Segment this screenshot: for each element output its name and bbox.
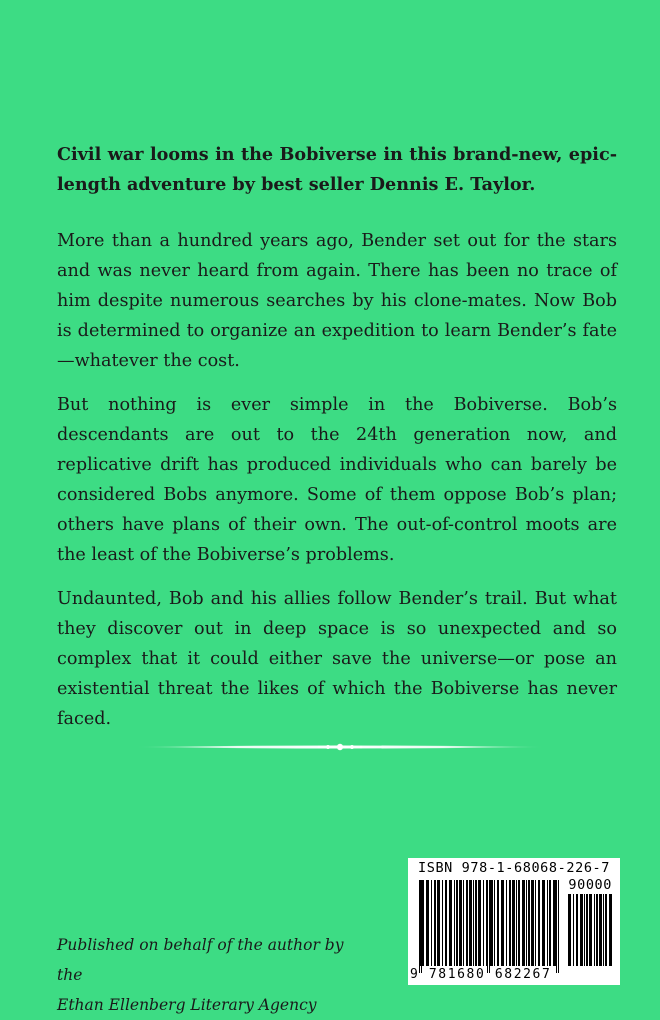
barcode-bar [475, 880, 477, 966]
barcode-bar [547, 880, 548, 966]
barcode-bar [603, 894, 604, 966]
barcode-bar [466, 880, 468, 966]
blurb-paragraph-1: More than a hundred years ago, Bender set out for the stars and was never heard from again. There has been no trace of him despite numerous searches by his clone-mates. Now Bob is determined to organize an expedition to learn Bender’s fate—whatever the cost. [57, 231, 617, 371]
blurb-paragraph-2: But nothing is ever simple in the Bobiverse. Bob’s descendants are out to the 24th generation now, and replicative drift has produced individuals who can barely be considered Bobs anymore. Some of them oppose Bob’s plan; others have plans of their own. The out-of-control moots are the least of the Bobiverse’s problems. [57, 395, 617, 565]
price-code: 90000 [568, 877, 612, 893]
barcode-guard-bar [419, 880, 420, 973]
isbn-barcode [408, 858, 620, 985]
barcode-guard-bar [421, 880, 422, 973]
barcode-bar [512, 880, 515, 966]
publisher-line-1: Published on behalf of the author by the [57, 936, 344, 984]
barcode-bar [456, 880, 458, 966]
barcode-bar [497, 880, 499, 966]
barcode-bar [473, 880, 474, 966]
barcode-bar [490, 880, 493, 966]
barcode-bar [535, 880, 536, 966]
barcode-bar [437, 880, 440, 966]
barcode-guard-bar [556, 880, 557, 973]
barcode-bar [576, 894, 578, 966]
barcode-bar [522, 880, 525, 966]
barcode-bar [568, 894, 571, 966]
barcode-bar [573, 894, 574, 966]
barcode-bar [542, 880, 545, 966]
barcode-bar [442, 880, 443, 966]
barcode-bar [609, 894, 612, 966]
barcode-bar [549, 880, 551, 966]
barcode-bar [596, 894, 598, 966]
barcode-bar [431, 880, 432, 966]
barcode-bar [580, 894, 583, 966]
ean-digits: 9 781680 682267 [410, 967, 552, 982]
barcode-bar [589, 894, 592, 966]
barcode-bar [478, 880, 481, 966]
barcode-bar [584, 894, 585, 966]
barcode-bar [422, 880, 424, 966]
barcode-bar [528, 880, 530, 966]
publisher-credit [57, 930, 357, 1020]
isbn-label: ISBN 978-1-68068-226-7 [418, 860, 611, 876]
barcode-bar [483, 880, 484, 966]
lead-paragraph: Civil war looms in the Bobiverse in this brand-new, epic-length adventure by best seller Dennis E. Taylor. [57, 144, 617, 195]
barcode-bar [445, 880, 447, 966]
barcode-bar [538, 880, 540, 966]
barcode-bar [494, 880, 495, 966]
barcode-bar [516, 880, 517, 966]
publisher-line-2: Ethan Ellenberg Literary Agency [57, 996, 317, 1014]
barcode-bar [553, 880, 556, 966]
ornament-divider-icon [135, 741, 545, 753]
barcode-bar [594, 894, 595, 966]
barcode-bar [469, 880, 472, 966]
barcode-bar [426, 880, 429, 966]
barcode-guard-bar [489, 880, 490, 973]
barcode-bar [605, 894, 607, 966]
barcode-bar [501, 880, 504, 966]
barcode-bar [459, 880, 462, 966]
blurb-paragraph-3: Undaunted, Bob and his allies follow Bender’s trail. But what they discover out in deep space is so unexpected and so complex that it could either save the universe—or pose an existential threat the likes of which the Bobiverse has never faced. [57, 589, 617, 729]
barcode-bar [506, 880, 507, 966]
barcode-bar [586, 894, 588, 966]
barcode-bar [599, 894, 602, 966]
barcode-guard-bar [487, 880, 488, 973]
barcode-bar [449, 880, 452, 966]
barcode-bar [463, 880, 464, 966]
barcode-bar [526, 880, 527, 966]
barcode-bar [454, 880, 455, 966]
barcode-guard-bar [558, 880, 559, 973]
barcode-bar [518, 880, 520, 966]
barcode-bar [531, 880, 534, 966]
barcode-bar [420, 880, 421, 966]
barcode-bar [434, 880, 436, 966]
barcode-bar [509, 880, 511, 966]
